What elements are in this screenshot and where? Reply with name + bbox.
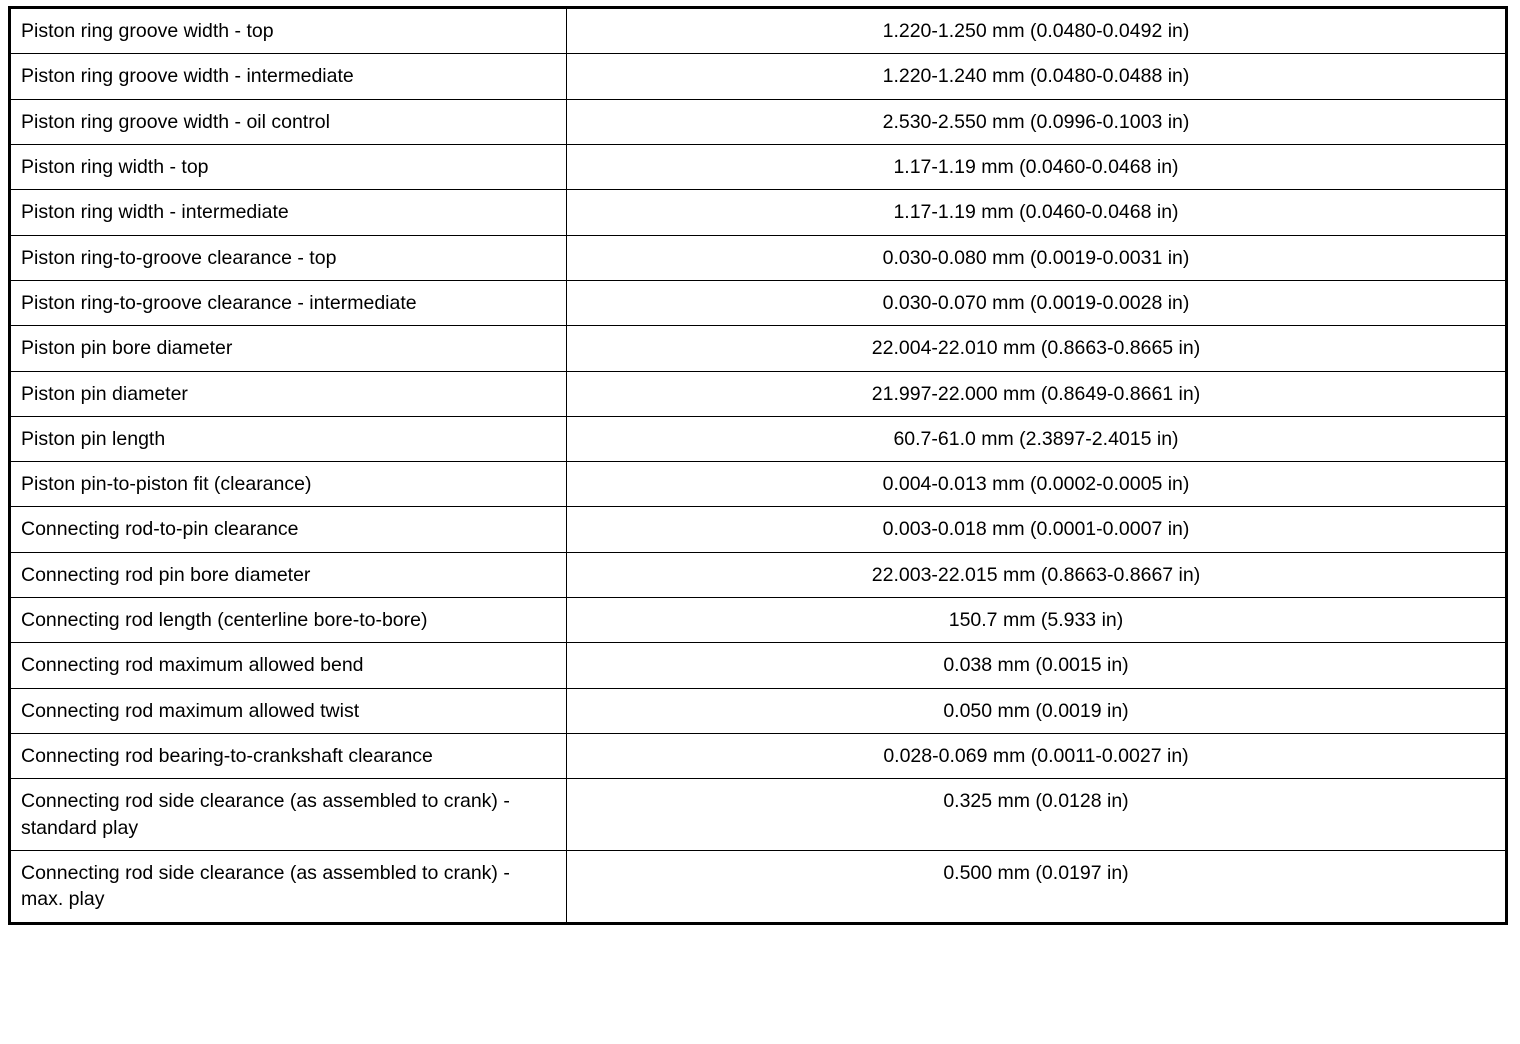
table-row [10, 280, 1507, 325]
spec-label: Piston pin diameter [10, 371, 567, 416]
spec-value: 60.7-61.0 mm (2.3897-2.4015 in) [567, 416, 1507, 461]
spec-label: Piston ring width - top [10, 144, 567, 189]
spec-label: Connecting rod pin bore diameter [10, 552, 567, 597]
spec-label: Connecting rod side clearance (as assembled to crank) - standard play [10, 779, 567, 851]
table-row [10, 779, 1507, 851]
spec-label: Piston pin-to-piston fit (clearance) [10, 462, 567, 507]
spec-label: Connecting rod maximum allowed twist [10, 688, 567, 733]
table-row [10, 190, 1507, 235]
table-row [10, 734, 1507, 779]
table-row [10, 99, 1507, 144]
table-row [10, 8, 1507, 54]
spec-label: Piston ring groove width - oil control [10, 99, 567, 144]
spec-label: Piston pin bore diameter [10, 326, 567, 371]
spec-label: Piston ring-to-groove clearance - intermediate [10, 280, 567, 325]
table-row [10, 688, 1507, 733]
table-row [10, 643, 1507, 688]
table-row [10, 462, 1507, 507]
spec-value: 0.038 mm (0.0015 in) [567, 643, 1507, 688]
spec-label: Piston pin length [10, 416, 567, 461]
table-body [10, 8, 1507, 924]
spec-value: 0.325 mm (0.0128 in) [567, 779, 1507, 851]
spec-label: Piston ring groove width - intermediate [10, 54, 567, 99]
spec-label: Connecting rod-to-pin clearance [10, 507, 567, 552]
table-row [10, 54, 1507, 99]
spec-value: 1.17-1.19 mm (0.0460-0.0468 in) [567, 144, 1507, 189]
table-row [10, 507, 1507, 552]
spec-label: Connecting rod length (centerline bore-to-bore) [10, 598, 567, 643]
spec-value: 150.7 mm (5.933 in) [567, 598, 1507, 643]
engine-specifications-table [8, 6, 1508, 925]
spec-value: 1.220-1.250 mm (0.0480-0.0492 in) [567, 8, 1507, 54]
table-row [10, 850, 1507, 923]
spec-value: 22.003-22.015 mm (0.8663-0.8667 in) [567, 552, 1507, 597]
spec-value: 1.220-1.240 mm (0.0480-0.0488 in) [567, 54, 1507, 99]
spec-value: 1.17-1.19 mm (0.0460-0.0468 in) [567, 190, 1507, 235]
spec-value: 0.004-0.013 mm (0.0002-0.0005 in) [567, 462, 1507, 507]
table-row [10, 552, 1507, 597]
spec-value: 2.530-2.550 mm (0.0996-0.1003 in) [567, 99, 1507, 144]
table-row [10, 371, 1507, 416]
table-row [10, 416, 1507, 461]
spec-value: 0.003-0.018 mm (0.0001-0.0007 in) [567, 507, 1507, 552]
spec-value: 0.500 mm (0.0197 in) [567, 850, 1507, 923]
spec-label: Piston ring-to-groove clearance - top [10, 235, 567, 280]
spec-value: 0.030-0.070 mm (0.0019-0.0028 in) [567, 280, 1507, 325]
spec-label: Piston ring width - intermediate [10, 190, 567, 235]
spec-value: 0.050 mm (0.0019 in) [567, 688, 1507, 733]
spec-label: Connecting rod side clearance (as assembled to crank) - max. play [10, 850, 567, 923]
table-row [10, 144, 1507, 189]
spec-label: Connecting rod maximum allowed bend [10, 643, 567, 688]
spec-value: 21.997-22.000 mm (0.8649-0.8661 in) [567, 371, 1507, 416]
spec-label: Piston ring groove width - top [10, 8, 567, 54]
table-row [10, 326, 1507, 371]
spec-value: 22.004-22.010 mm (0.8663-0.8665 in) [567, 326, 1507, 371]
spec-label: Connecting rod bearing-to-crankshaft clearance [10, 734, 567, 779]
spec-value: 0.030-0.080 mm (0.0019-0.0031 in) [567, 235, 1507, 280]
table-row [10, 598, 1507, 643]
spec-value: 0.028-0.069 mm (0.0011-0.0027 in) [567, 734, 1507, 779]
table-row [10, 235, 1507, 280]
